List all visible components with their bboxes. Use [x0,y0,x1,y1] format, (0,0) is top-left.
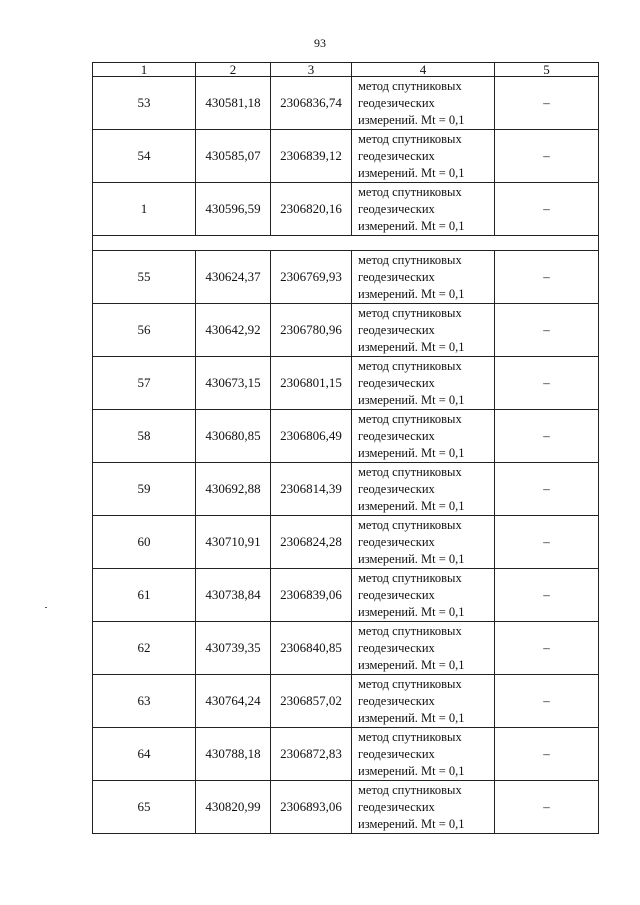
note-cell: – [495,77,599,130]
note-cell: – [495,781,599,834]
table-row [93,463,599,516]
x-coordinate-cell: 430581,18 [196,77,271,130]
method-line: измерений. Mt = 0,1 [358,764,465,778]
point-number-cell: 59 [93,463,196,516]
x-coordinate-cell: 430739,35 [196,622,271,675]
method-line: метод спутниковых [358,677,462,691]
point-number-cell: 63 [93,675,196,728]
note-cell: – [495,251,599,304]
point-number-cell: 61 [93,569,196,622]
table-row [93,130,599,183]
method-line: измерений. Mt = 0,1 [358,287,465,301]
point-number-cell: 58 [93,410,196,463]
method-line: геодезических [358,482,435,496]
method-line: метод спутниковых [358,730,462,744]
note-cell: – [495,304,599,357]
y-coordinate-cell: 2306769,93 [271,251,352,304]
note-cell: – [495,675,599,728]
note-cell: – [495,183,599,236]
point-number-cell: 1 [93,183,196,236]
method-line: геодезических [358,588,435,602]
note-cell: – [495,516,599,569]
table-row [93,675,599,728]
method-line: метод спутниковых [358,465,462,479]
method-line: метод спутниковых [358,185,462,199]
table-row [93,251,599,304]
method-line: измерений. Mt = 0,1 [358,340,465,354]
table-row [93,728,599,781]
column-header-3: 3 [271,63,352,77]
method-line: метод спутниковых [358,359,462,373]
method-line: измерений. Mt = 0,1 [358,711,465,725]
x-coordinate-cell: 430764,24 [196,675,271,728]
column-header-5: 5 [495,63,599,77]
x-coordinate-cell: 430738,84 [196,569,271,622]
method-line: геодезических [358,800,435,814]
method-line: геодезических [358,376,435,390]
method-line: метод спутниковых [358,412,462,426]
method-line: метод спутниковых [358,624,462,638]
method-line: метод спутниковых [358,571,462,585]
method-line: измерений. Mt = 0,1 [358,446,465,460]
column-header-2: 2 [196,63,271,77]
y-coordinate-cell: 2306806,49 [271,410,352,463]
x-coordinate-cell: 430585,07 [196,130,271,183]
point-number-cell: 56 [93,304,196,357]
method-cell [352,357,495,410]
method-line: геодезических [358,641,435,655]
note-cell: – [495,463,599,516]
x-coordinate-cell: 430680,85 [196,410,271,463]
method-line: геодезических [358,96,435,110]
table-row [93,410,599,463]
method-line: геодезических [358,747,435,761]
table-row [93,357,599,410]
method-line: геодезических [358,694,435,708]
y-coordinate-cell: 2306857,02 [271,675,352,728]
note-cell: – [495,569,599,622]
method-line: метод спутниковых [358,518,462,532]
note-cell: – [495,410,599,463]
method-cell [352,410,495,463]
table-row [93,304,599,357]
y-coordinate-cell: 2306893,06 [271,781,352,834]
x-coordinate-cell: 430673,15 [196,357,271,410]
point-number-cell: 57 [93,357,196,410]
method-line: геодезических [358,149,435,163]
method-line: метод спутниковых [358,79,462,93]
table-row [93,77,599,130]
table-row [93,516,599,569]
method-cell [352,77,495,130]
method-cell [352,675,495,728]
method-line: метод спутниковых [358,132,462,146]
method-line: измерений. Mt = 0,1 [358,552,465,566]
y-coordinate-cell: 2306814,39 [271,463,352,516]
y-coordinate-cell: 2306839,12 [271,130,352,183]
x-coordinate-cell: 430820,99 [196,781,271,834]
group-separator-cell [93,236,599,251]
note-cell: – [495,357,599,410]
table-header-row [93,63,599,77]
method-line: измерений. Mt = 0,1 [358,817,465,831]
x-coordinate-cell: 430788,18 [196,728,271,781]
method-line: геодезических [358,535,435,549]
method-line: измерений. Mt = 0,1 [358,605,465,619]
point-number-cell: 54 [93,130,196,183]
method-line: измерений. Mt = 0,1 [358,166,465,180]
note-cell: – [495,130,599,183]
stray-mark [45,607,47,608]
method-line: измерений. Mt = 0,1 [358,658,465,672]
x-coordinate-cell: 430596,59 [196,183,271,236]
x-coordinate-cell: 430692,88 [196,463,271,516]
table-row [93,622,599,675]
x-coordinate-cell: 430624,37 [196,251,271,304]
y-coordinate-cell: 2306780,96 [271,304,352,357]
method-line: метод спутниковых [358,306,462,320]
method-line: метод спутниковых [358,253,462,267]
point-number-cell: 60 [93,516,196,569]
method-cell [352,463,495,516]
method-line: геодезических [358,202,435,216]
x-coordinate-cell: 430642,92 [196,304,271,357]
note-cell: – [495,622,599,675]
method-line: измерений. Mt = 0,1 [358,113,465,127]
method-cell [352,622,495,675]
page-number: 93 [314,36,326,50]
method-line: измерений. Mt = 0,1 [358,393,465,407]
y-coordinate-cell: 2306824,28 [271,516,352,569]
table-row [93,781,599,834]
table-row [93,569,599,622]
method-line: метод спутниковых [358,783,462,797]
y-coordinate-cell: 2306836,74 [271,77,352,130]
coordinates-table [92,62,599,834]
method-line: измерений. Mt = 0,1 [358,219,465,233]
method-line: измерений. Mt = 0,1 [358,499,465,513]
x-coordinate-cell: 430710,91 [196,516,271,569]
y-coordinate-cell: 2306840,85 [271,622,352,675]
column-header-1: 1 [93,63,196,77]
point-number-cell: 53 [93,77,196,130]
method-cell [352,183,495,236]
point-number-cell: 62 [93,622,196,675]
table-body [93,77,599,834]
method-cell [352,304,495,357]
method-cell [352,569,495,622]
y-coordinate-cell: 2306872,83 [271,728,352,781]
group-separator-row [93,236,599,251]
column-header-4: 4 [352,63,495,77]
method-cell [352,516,495,569]
method-line: геодезических [358,270,435,284]
method-line: геодезических [358,323,435,337]
method-line: геодезических [358,429,435,443]
table-row [93,183,599,236]
method-cell [352,251,495,304]
y-coordinate-cell: 2306839,06 [271,569,352,622]
note-cell: – [495,728,599,781]
point-number-cell: 65 [93,781,196,834]
method-cell [352,781,495,834]
y-coordinate-cell: 2306820,16 [271,183,352,236]
method-cell [352,130,495,183]
method-cell [352,728,495,781]
point-number-cell: 55 [93,251,196,304]
y-coordinate-cell: 2306801,15 [271,357,352,410]
point-number-cell: 64 [93,728,196,781]
